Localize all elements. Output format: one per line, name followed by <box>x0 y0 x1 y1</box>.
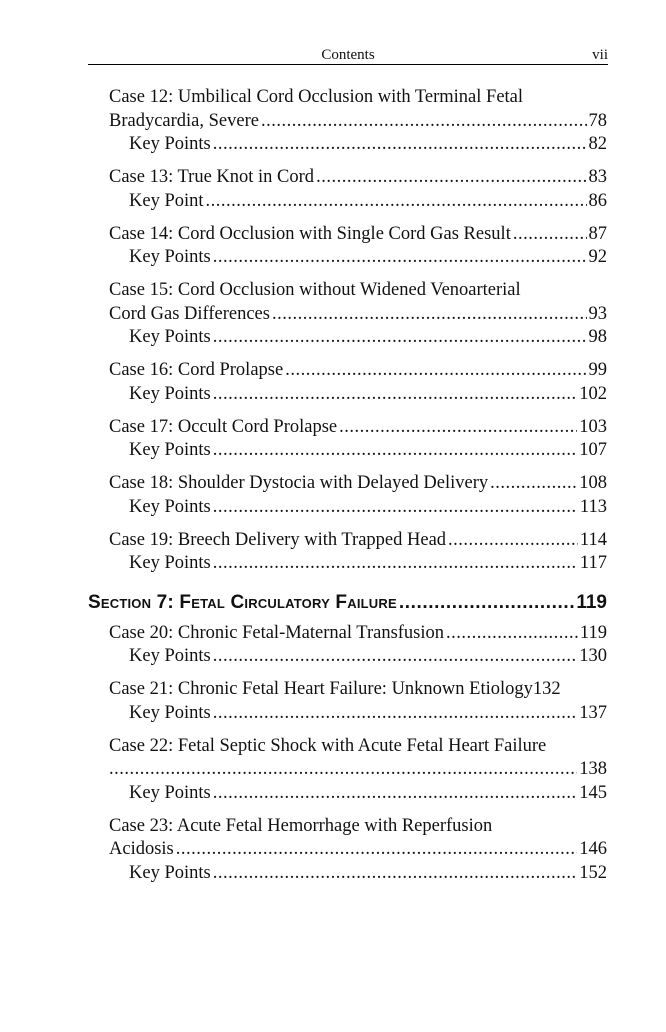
toc-entry-line[interactable] <box>109 303 607 327</box>
toc-case-21 <box>109 678 607 725</box>
toc-entry-title: Case 18: Shoulder Dystocia with Delayed Delivery <box>109 473 489 493</box>
toc-page-number: 86 <box>588 190 607 211</box>
toc-entry-line[interactable] <box>109 166 607 190</box>
toc-key-points[interactable] <box>109 782 607 806</box>
key-points-label: Key Points <box>129 440 211 460</box>
key-points-label: Key Points <box>129 553 211 573</box>
toc-key-points[interactable] <box>109 439 607 463</box>
toc-entry-title: Case 21: Chronic Fetal Heart Failure: Unknown Etiology <box>109 679 533 699</box>
key-points-label: Key Points <box>129 702 211 723</box>
toc-entry-title: Case 15: Cord Occlusion without Widened Venoarterial <box>109 280 521 300</box>
toc-entry-line[interactable] <box>109 758 607 782</box>
toc-key-points[interactable] <box>109 702 607 726</box>
dot-leader <box>448 529 578 553</box>
dot-leader <box>261 110 587 134</box>
toc-entry-line[interactable] <box>109 838 607 862</box>
toc-entry-line[interactable] <box>109 416 607 440</box>
key-points-label: Key Points <box>129 383 211 404</box>
toc-key-points[interactable] <box>109 862 607 886</box>
toc-page-number: 103 <box>579 416 607 437</box>
dot-leader <box>213 246 587 270</box>
key-points-label: Key Points <box>129 782 211 803</box>
toc-key-points[interactable] <box>109 645 607 669</box>
toc-page-number: 108 <box>579 473 607 493</box>
key-points-label: Key Points <box>129 134 211 154</box>
dot-leader <box>176 838 578 862</box>
header-page-number: vii <box>592 47 608 63</box>
toc-entry-title: Case 23: Acute Fetal Hemorrhage with Reperfusion <box>109 815 493 836</box>
toc-page-number: 117 <box>579 553 607 573</box>
toc-entry-title: Case 14: Cord Occlusion with Single Cord Gas Result <box>109 223 511 244</box>
toc-key-points[interactable] <box>109 552 607 576</box>
toc-page-number: 138 <box>579 759 607 779</box>
toc-page-number: 92 <box>588 247 607 267</box>
toc-page-number: 145 <box>579 782 607 803</box>
toc-page-number: 107 <box>579 440 607 460</box>
dot-leader <box>213 496 578 520</box>
toc-case-20 <box>109 622 607 669</box>
dot-leader <box>213 862 578 886</box>
toc-page-number: 82 <box>588 134 607 154</box>
dot-leader <box>285 359 586 383</box>
table-of-contents <box>88 86 607 895</box>
toc-case-17 <box>109 416 607 463</box>
toc-case-18 <box>109 472 607 519</box>
toc-page-number: 83 <box>588 167 607 187</box>
toc-page-number: 98 <box>588 327 607 347</box>
toc-page-number: 102 <box>579 383 607 404</box>
toc-entry-title: Case 16: Cord Prolapse <box>109 360 284 380</box>
dot-leader <box>213 782 578 806</box>
key-points-label: Key Points <box>129 247 211 267</box>
toc-case-12 <box>109 86 607 157</box>
toc-entry-title: Case 20: Chronic Fetal-Maternal Transfusion <box>109 622 445 643</box>
toc-case-19 <box>109 529 607 576</box>
toc-page-number: 137 <box>579 702 607 723</box>
toc-key-points[interactable] <box>109 326 607 350</box>
toc-key-points[interactable] <box>109 133 607 157</box>
toc-case-13 <box>109 166 607 213</box>
toc-case-14 <box>109 223 607 270</box>
toc-entry-title-cont: Acidosis <box>109 839 174 859</box>
toc-page-number: 78 <box>588 110 607 131</box>
section-title: Section 7: Fetal Circulatory Failure <box>88 591 397 613</box>
toc-key-points[interactable] <box>109 383 607 407</box>
toc-page-number: 119 <box>579 622 607 643</box>
toc-key-points[interactable] <box>109 246 607 270</box>
toc-entry-line[interactable] <box>109 110 607 134</box>
toc-entry-line[interactable] <box>109 223 607 247</box>
toc-section-heading[interactable] <box>88 590 607 616</box>
dot-leader <box>339 416 577 440</box>
toc-entry-line[interactable] <box>109 622 607 646</box>
toc-entry-line[interactable] <box>109 359 607 383</box>
dot-leader <box>272 303 587 327</box>
dot-leader <box>213 326 587 350</box>
toc-page-number: 113 <box>579 496 607 517</box>
toc-entry-title-cont: Bradycardia, Severe <box>109 110 259 131</box>
dot-leader <box>206 190 587 214</box>
toc-entry-title: Case 22: Fetal Septic Shock with Acute Fetal Heart Failure <box>109 735 547 756</box>
dot-leader <box>213 645 578 669</box>
dot-leader <box>213 439 578 463</box>
toc-entry-title: Case 19: Breech Delivery with Trapped Head <box>109 529 447 550</box>
section-page-number: 119 <box>576 591 607 613</box>
toc-key-points[interactable] <box>109 496 607 520</box>
key-points-label: Key Points <box>129 496 211 517</box>
toc-key-points[interactable] <box>109 190 607 214</box>
toc-page-number: 152 <box>579 862 607 883</box>
dot-leader <box>513 223 587 247</box>
toc-entry-title: Case 17: Occult Cord Prolapse <box>109 416 338 437</box>
toc-page-number: 114 <box>579 529 607 550</box>
dot-leader <box>446 622 578 646</box>
dot-leader <box>213 133 587 157</box>
toc-page-number: 146 <box>579 839 607 859</box>
dot-leader <box>213 383 578 407</box>
toc-page-number: 93 <box>588 303 607 324</box>
toc-page-number: 132 <box>532 679 561 699</box>
key-points-label: Key Point <box>129 190 204 211</box>
dot-leader <box>399 590 575 616</box>
toc-case-16 <box>109 359 607 406</box>
key-points-label: Key Points <box>129 327 211 347</box>
toc-entry-title-cont: Cord Gas Differences <box>109 303 270 324</box>
toc-entry-line[interactable] <box>109 529 607 553</box>
dot-leader <box>213 702 578 726</box>
toc-entry-line[interactable] <box>109 472 607 496</box>
dot-leader <box>316 166 586 190</box>
toc-entry-line[interactable] <box>109 678 607 702</box>
toc-case-22 <box>109 735 607 806</box>
key-points-label: Key Points <box>129 646 211 666</box>
toc-entry-title: Case 13: True Knot in Cord <box>109 167 315 187</box>
key-points-label: Key Points <box>129 862 211 883</box>
toc-page-number: 130 <box>579 646 607 666</box>
running-header <box>88 46 608 65</box>
toc-page-number: 99 <box>588 360 607 380</box>
header-title: Contents <box>321 47 375 63</box>
toc-entry-title: Case 12: Umbilical Cord Occlusion with Terminal Fetal <box>109 87 524 107</box>
dot-leader <box>109 758 577 782</box>
dot-leader <box>213 552 578 576</box>
toc-case-15 <box>109 279 607 350</box>
toc-case-23 <box>109 815 607 886</box>
toc-page-number: 87 <box>588 223 607 244</box>
dot-leader <box>490 472 577 496</box>
